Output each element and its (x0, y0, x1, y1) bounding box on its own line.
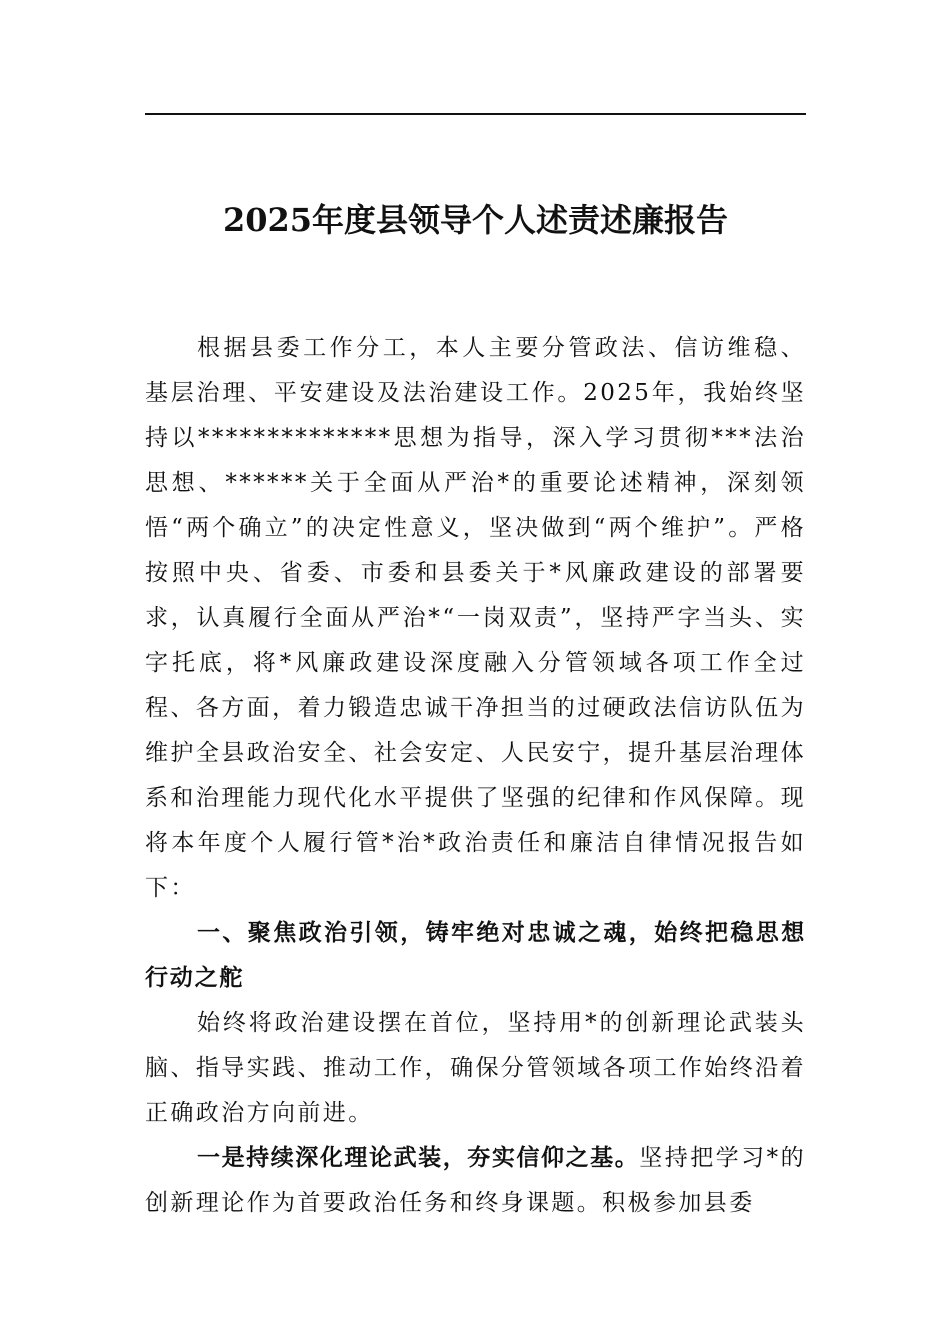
point-1-lead: 一是持续深化理论武装，夯实信仰之基。 (197, 1145, 640, 1171)
point-1-body: 坚持把学习*的创新理论作为首要政治任务和终身课题。积极参加县委 (145, 1145, 806, 1216)
section-1-paragraph: 始终将政治建设摆在首位，坚持用*的创新理论武装头脑、指导实践、推动工作，确保分管领域各项工作始终沿着正确政治方向前进。 (145, 1010, 806, 1126)
section-heading-1: 一、聚焦政治引领，铸牢绝对忠诚之魂，始终把稳思想行动之舵 (145, 920, 806, 991)
intro-paragraph: 根据县委工作分工，本人主要分管政法、信访维稳、基层治理、平安建设及法治建设工作。2025年，我始终坚持以**************思想为指导，深入学习贯彻***法治思想、******关于全面从严治*的重要论述精神，深刻领悟“两个确立”的决定性意义，坚决做到“两个维护”。严格按照中央、省委、市委和县委关于*风廉政建设的部署要求，认真履行全面从严治*“一岗双责”，坚持严字当头、实字托底，将*风廉政建设深度融入分管领域各项工作全过程、各方面，着力锻造忠诚干净担当的过硬政法信访队伍为维护全县政治安全、社会安定、人民安宁，提升基层治理体系和治理能力现代化水平提供了坚强的纪律和作风保障。现将本年度个人履行管*治*政治责任和廉洁自律情况报告如下： (145, 335, 806, 901)
point-1-paragraph (145, 1136, 806, 1226)
document-title: 2025年度县领导个人述责述廉报告 (222, 201, 729, 239)
header-rule (145, 113, 806, 115)
document-body (145, 326, 806, 1226)
